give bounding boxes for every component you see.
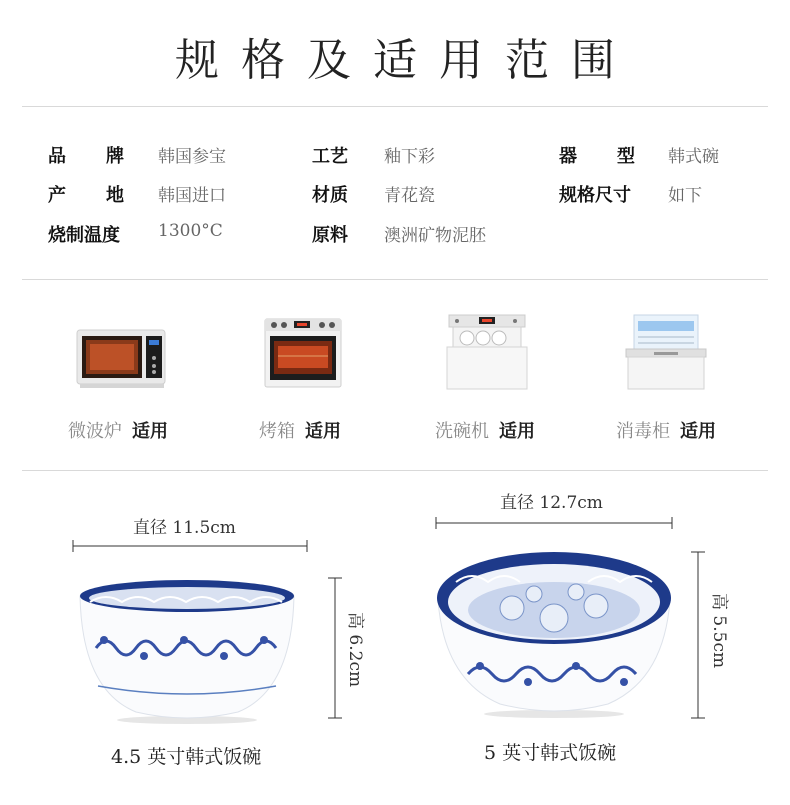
microwave-icon: [76, 328, 168, 394]
spec-label-brand: 品 牌: [48, 146, 124, 167]
bowl-large-height-line: [691, 551, 705, 719]
oven-icon: [264, 318, 342, 394]
bowl-large-image: [434, 548, 674, 724]
spec-value-raw-material: 澳洲矿物泥胚: [384, 226, 486, 246]
spec-value-origin: 韩国进口: [158, 186, 226, 206]
appliance-oven-label: 烤箱 适用: [259, 421, 341, 442]
spec-value-size: 如下: [668, 186, 702, 206]
divider-bottom: [22, 470, 768, 471]
spec-label-raw-material: 原料: [312, 225, 348, 246]
spec-label-firing-temp: 烧制温度: [48, 225, 120, 246]
bowl-small-diameter-label: 直径 11.5cm: [133, 518, 236, 538]
bowl-large-diameter-label: 直径 12.7cm: [500, 493, 603, 513]
spec-value-material: 青花瓷: [384, 186, 435, 206]
bowl-large-name: 5 英寸韩式饭碗: [484, 742, 617, 764]
spec-value-firing-temp: 1300°C: [158, 221, 223, 241]
dishwasher-icon: [445, 313, 529, 395]
bowl-large-height-label: 高 5.5cm: [709, 593, 729, 669]
page-title: 规格及适用范围: [175, 35, 637, 86]
spec-label-shape: 器 型: [559, 146, 635, 167]
appliance-microwave-label: 微波炉 适用: [68, 421, 168, 442]
spec-label-size: 规格尺寸: [559, 185, 631, 206]
spec-label-craft: 工艺: [312, 146, 348, 167]
spec-value-shape: 韩式碗: [668, 147, 719, 167]
bowl-small-height-label: 高 6.2cm: [345, 612, 365, 688]
divider-top: [22, 106, 768, 107]
spec-value-craft: 釉下彩: [384, 147, 435, 167]
appliance-dishwasher-label: 洗碗机 适用: [435, 421, 535, 442]
divider-middle: [22, 279, 768, 280]
sterilizer-icon: [624, 313, 708, 395]
spec-label-material: 材质: [312, 185, 348, 206]
spec-value-brand: 韩国参宝: [158, 147, 226, 167]
bowl-large-diameter-line: [435, 517, 673, 529]
bowl-small-image: [76, 578, 298, 728]
bowl-small-name: 4.5 英寸韩式饭碗: [111, 746, 262, 768]
bowl-small-diameter-line: [72, 540, 308, 552]
bowl-small-height-line: [328, 577, 342, 719]
spec-label-origin: 产 地: [48, 185, 124, 206]
appliance-sterilizer-label: 消毒柜 适用: [616, 421, 716, 442]
